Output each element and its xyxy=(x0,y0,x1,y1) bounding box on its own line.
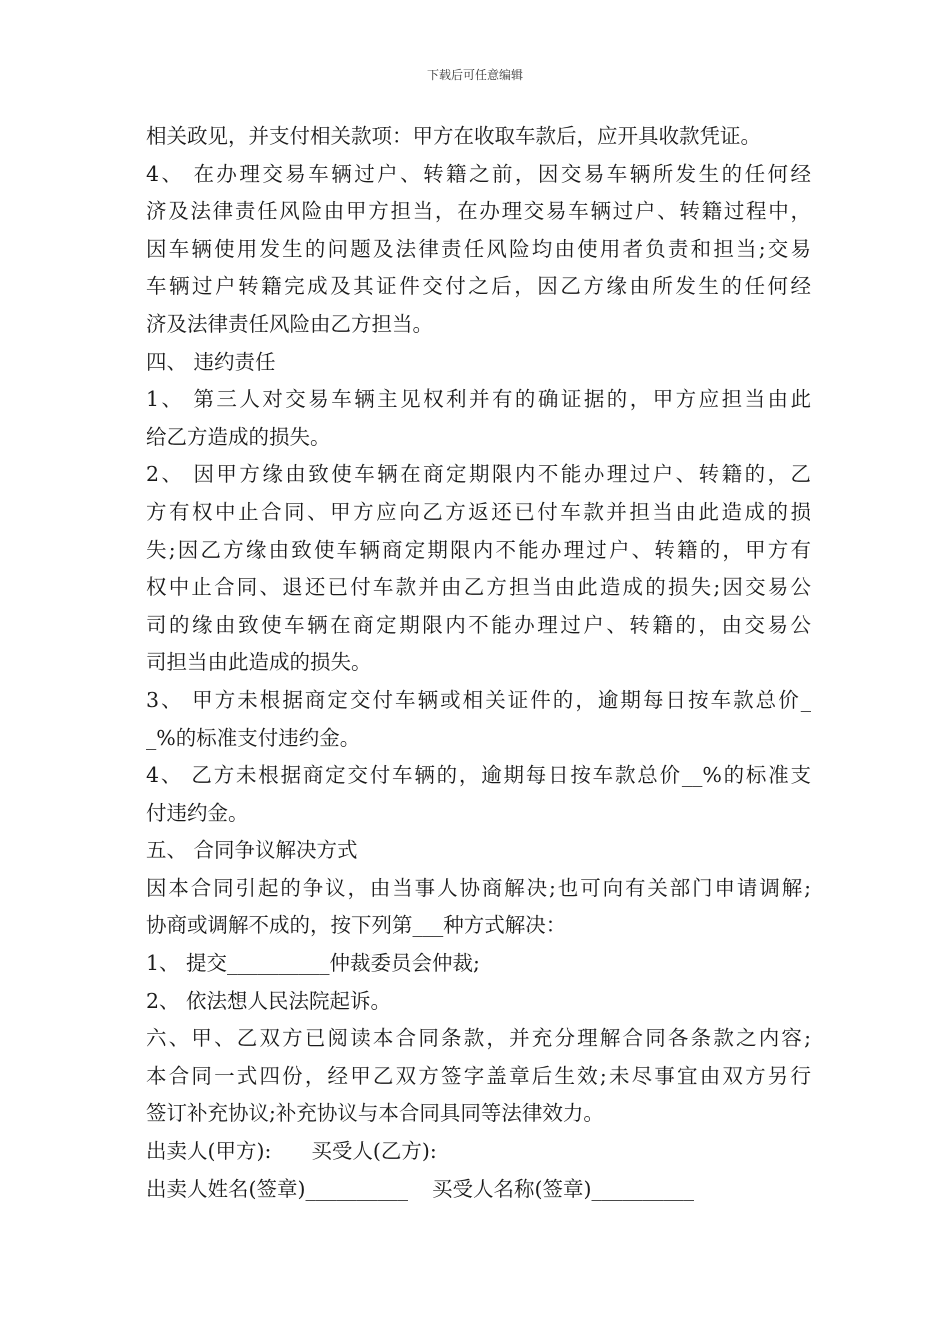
text-line: 司担当由此造成的损失。 xyxy=(146,650,372,675)
buyer-label: 买受人(乙方): xyxy=(311,1139,437,1164)
text-line: 协商或调解不成的，按下列第___种方式解决： xyxy=(146,913,567,938)
text-line: 本合同一式四份，经甲乙双方签字盖章后生效;未尽事宜由双方另行 xyxy=(146,1063,811,1088)
text-line: 签订补充协议;补充协议与本合同具同等法律效力。 xyxy=(146,1101,604,1126)
text-line: 相关政见，并支付相关款项：甲方在收取车款后，应开具收款凭证。 xyxy=(146,124,761,148)
text-line: 4、 乙方未根据商定交付车辆的，逾期每日按车款总价__%的标准支 xyxy=(146,763,811,788)
text-line: 因本合同引起的争议，由当事人协商解决;也可向有关部门申请调解; xyxy=(146,875,811,900)
seller-name-signature: 出卖人姓名(签章)__________ xyxy=(146,1176,408,1201)
text-line: 2、 因甲方缘由致使车辆在商定期限内不能办理过户、转籍的，乙 xyxy=(146,462,811,487)
text-line: 1、 提交__________仲裁委员会仲裁; xyxy=(146,951,480,976)
text-line: 因车辆使用发生的问题及法律责任风险均由使用者负责和担当;交易 xyxy=(146,236,811,261)
document-body xyxy=(146,118,811,1208)
text-line: 1、 第三人对交易车辆主见权利并有的确证据的，甲方应担当由此 xyxy=(146,387,811,412)
text-line: 五、 合同争议解决方式 xyxy=(146,838,358,863)
text-line: 3、 甲方未根据商定交付车辆或相关证件的，逾期每日按车款总价_ xyxy=(146,687,811,712)
text-line: 付违约金。 xyxy=(146,800,249,825)
text-line: _%的标准支付违约金。 xyxy=(146,725,361,750)
text-line: 2、 依法想人民法院起诉。 xyxy=(146,988,392,1013)
text-line: 方有权中止合同、甲方应向乙方返还已付车款并担当由此造成的损 xyxy=(146,499,811,524)
text-line: 失;因乙方缘由致使车辆商定期限内不能办理过户、转籍的，甲方有 xyxy=(146,537,811,562)
buyer-name-signature: 买受人名称(签章)__________ xyxy=(432,1176,694,1201)
seller-label: 出卖人(甲方): xyxy=(146,1139,272,1164)
text-line: 4、 在办理交易车辆过户、转籍之前，因交易车辆所发生的任何经 xyxy=(146,161,811,186)
text-line: 济及法律责任风险由甲方担当，在办理交易车辆过户、转籍过程中， xyxy=(146,199,811,224)
page-header: 下载后可任意编辑 xyxy=(426,68,523,82)
signature-row xyxy=(146,1171,811,1209)
text-line: 给乙方造成的损失。 xyxy=(146,424,331,449)
text-line: 司的缘由致使车辆在商定期限内不能办理过户、转籍的，由交易公 xyxy=(146,612,811,637)
text-line: 济及法律责任风险由乙方担当。 xyxy=(146,311,433,336)
text-line: 权中止合同、退还已付车款并由乙方担当由此造成的损失;因交易公 xyxy=(146,575,811,600)
party-labels-row xyxy=(146,1133,811,1171)
text-line: 四、 违约责任 xyxy=(146,349,276,374)
text-line: 车辆过户转籍完成及其证件交付之后，因乙方缘由所发生的任何经 xyxy=(146,274,811,299)
text-line: 六、甲、乙双方已阅读本合同条款，并充分理解合同各条款之内容; xyxy=(146,1026,811,1051)
contract-text xyxy=(146,118,811,1133)
